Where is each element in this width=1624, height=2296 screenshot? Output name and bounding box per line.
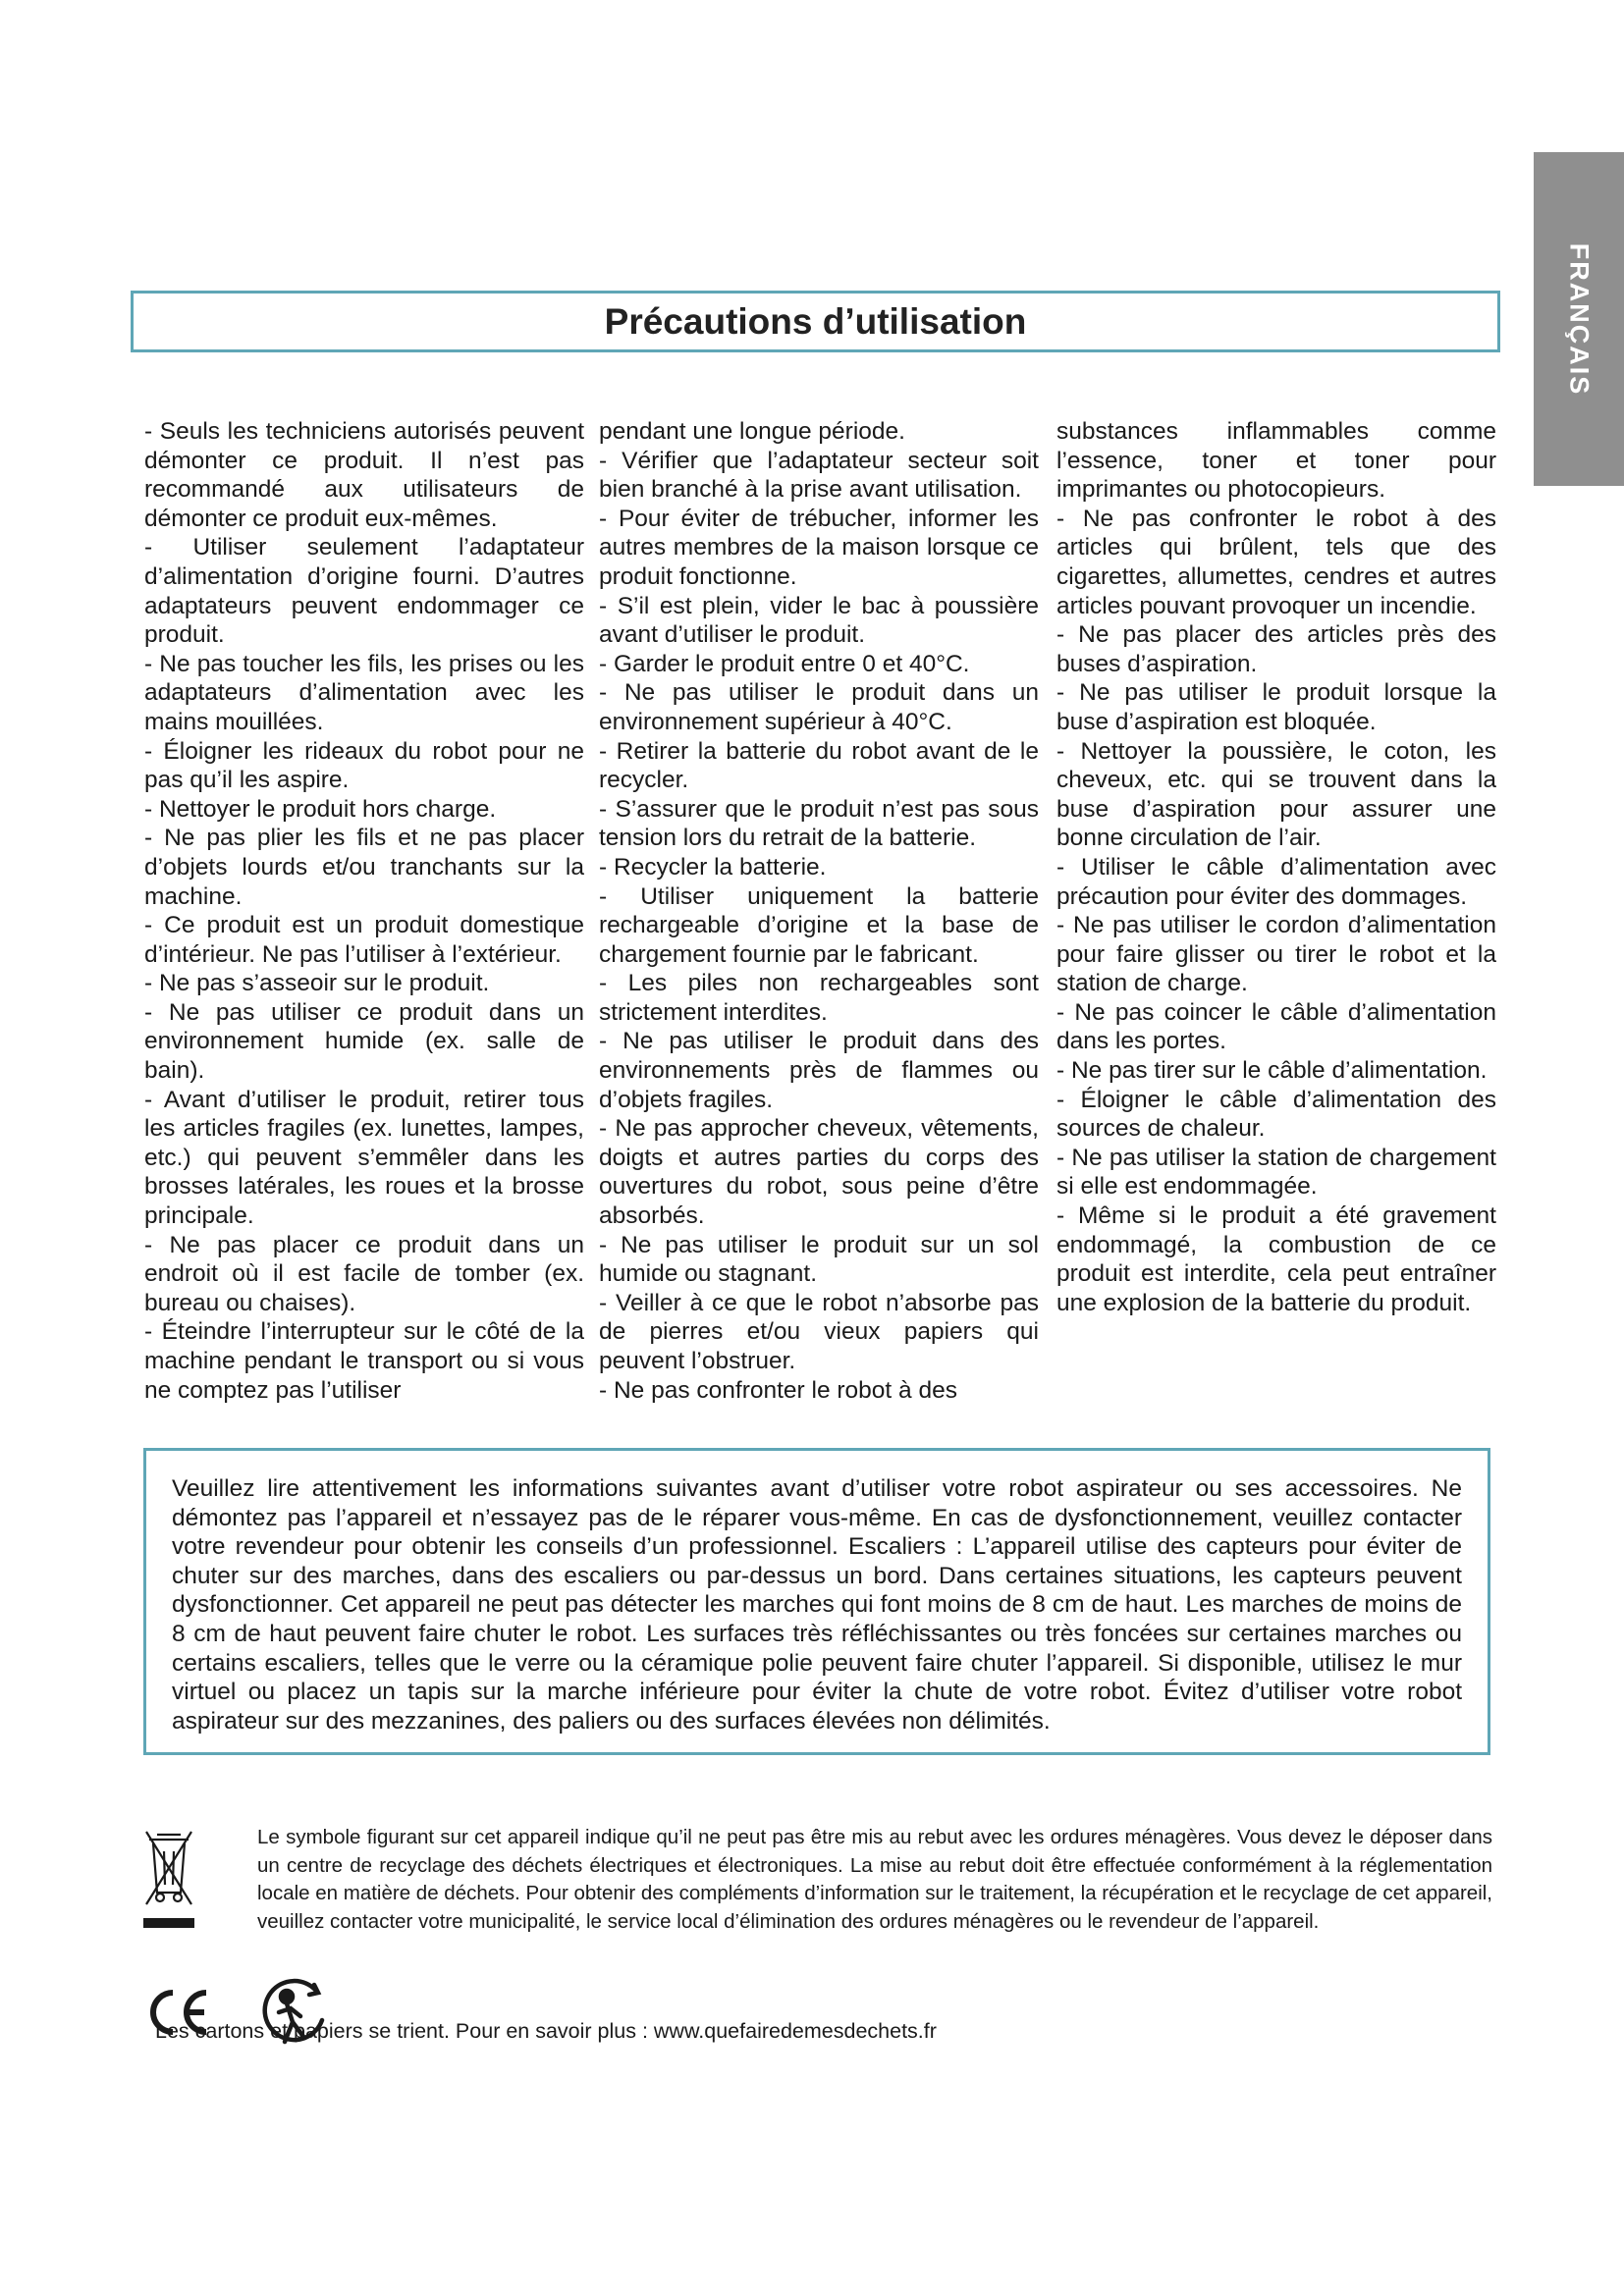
language-tab-label: FRANÇAIS bbox=[1564, 242, 1595, 396]
precaution-item: - Les piles non rechargeables sont strictement interdites. bbox=[599, 970, 1039, 1026]
precaution-item: - Ne pas utiliser le produit lorsque la buse d’aspiration est bloquée. bbox=[1056, 679, 1496, 735]
sorting-info-text: Les cartons et papiers se trient. Pour en savoir plus : www.quefairedemesdechets.fr bbox=[155, 2019, 937, 2043]
precaution-item: - Utiliser uniquement la batterie rechargeable d’origine et la base de chargement fournie par le fabricant. bbox=[599, 882, 1039, 968]
precaution-item: - Utiliser le câble d’alimentation avec précaution pour éviter des dommages. bbox=[1056, 853, 1496, 910]
precaution-item: - Ce produit est un produit domestique d’intérieur. Ne pas l’utiliser à l’extérieur. bbox=[144, 912, 584, 968]
precaution-item: - Veiller à ce que le robot n’absorbe pas de pierres et/ou vieux papiers qui peuvent l’obstruer. bbox=[599, 1289, 1039, 1374]
weee-bin-icon bbox=[143, 1828, 194, 1936]
precaution-item: - Ne pas utiliser le cordon d’alimentation pour faire glisser ou tirer le robot et la station de charge. bbox=[1056, 912, 1496, 997]
precaution-item: - Ne pas placer ce produit dans un endroit où il est facile de tomber (ex. bureau ou chaises). bbox=[144, 1231, 584, 1316]
precaution-item: - Seuls les techniciens autorisés peuvent démonter ce produit. Il n’est pas recommandé aux utilisateurs de démonter ce produit eux-mêmes. bbox=[144, 418, 584, 532]
precautions-columns bbox=[144, 417, 1499, 1418]
precautions-column-1 bbox=[144, 417, 584, 1405]
precaution-item: - Retirer la batterie du robot avant de le recycler. bbox=[599, 737, 1039, 794]
precaution-item: - Ne pas plier les fils et ne pas placer d’objets lourds et/ou tranchants sur la machine. bbox=[144, 825, 584, 910]
stairs-notice-text: Veuillez lire attentivement les informations suivantes avant d’utiliser votre robot aspirateur ou ses accessoires. Ne démontez pas l’appareil et n’essayez pas de le réparer vous-même. En cas de dysfonctionnement, veuillez contacter votre revendeur pour obtenir les conseils d’un professionnel. Escaliers : L’appareil utilise des capteurs pour éviter de chuter sur des marches, dans des escaliers ou par-dessus un bord. Dans certaines situations, les capteurs peuvent dysfonctionner. Cet appareil ne peut pas détecter les marches qui font moins de 8 cm de haut. Les marches de moins de 8 cm de haut peuvent faire chuter le robot. Les surfaces très réfléchissantes ou très foncées sur certaines marches ou certains escaliers, telles que le verre ou la céramique polie peuvent faire chuter l’appareil. Si disponible, utilisez le mur virtuel ou placez un tapis sur la marche inférieure pour éviter la chute de votre robot. Évitez d’utiliser votre robot aspirateur sur des mezzanines, des paliers ou des surfaces élevées non délimités. bbox=[172, 1475, 1462, 1735]
precaution-item: - Pour éviter de trébucher, informer les autres membres de la maison lorsque ce produit fonctionne. bbox=[599, 505, 1039, 590]
precaution-item: - Recycler la batterie. bbox=[599, 853, 827, 881]
precaution-item: - Ne pas coincer le câble d’alimentation dans les portes. bbox=[1056, 998, 1496, 1055]
precaution-item: - Ne pas utiliser le produit dans des environnements près de flammes ou d’objets fragiles. bbox=[599, 1028, 1039, 1113]
page-title: Précautions d’utilisation bbox=[604, 300, 1027, 342]
weee-disposal-text-block bbox=[257, 1824, 1492, 1936]
language-tab bbox=[1534, 152, 1624, 486]
precaution-item: - Avant d’utiliser le produit, retirer tous les articles fragiles (ex. lunettes, lampes, etc.) qui peuvent s’emmêler dans les brosses latérales, les roues et la brosse principale. bbox=[144, 1086, 584, 1230]
stairs-notice-box bbox=[143, 1448, 1490, 1755]
precaution-item: - Ne pas approcher cheveux, vêtements, doigts et autres parties du corps des ouvertures du robot, sous peine d’être absorbés. bbox=[599, 1115, 1039, 1230]
weee-disposal-text: Le symbole figurant sur cet appareil indique qu’il ne peut pas être mis au rebut avec les ordures ménagères. Vous devez le déposer dans un centre de recyclage des déchets électriques et électroniques. La mise au rebut doit être effectuée conformément à la réglementation locale en matière de déchets. Pour obtenir des compléments d’information sur le traitement, la récupération et le recyclage de cet appareil, veuillez contacter votre municipalité, le service local d’élimination des ordures ménagères ou le revendeur de l’appareil. bbox=[257, 1826, 1493, 1933]
precaution-item: - Nettoyer le produit hors charge. bbox=[144, 795, 497, 823]
precaution-item: substances inflammables comme l’essence, toner et toner pour imprimantes ou photocopieurs. bbox=[1056, 418, 1496, 504]
precaution-item: - Ne pas utiliser la station de chargement si elle est endommagée. bbox=[1056, 1144, 1496, 1201]
precaution-item: - Éloigner le câble d’alimentation des sources de chaleur. bbox=[1056, 1086, 1496, 1143]
precaution-item: - Vérifier que l’adaptateur secteur soit bien branché à la prise avant utilisation. bbox=[599, 447, 1039, 504]
title-frame bbox=[131, 291, 1500, 352]
precaution-item: - Nettoyer la poussière, le coton, les cheveux, etc. qui se trouvent dans la buse d’aspiration pour assurer une bonne circulation de l’air. bbox=[1056, 737, 1496, 852]
precaution-item: - Ne pas toucher les fils, les prises ou les adaptateurs d’alimentation avec les mains mouillées. bbox=[144, 650, 584, 735]
precaution-item: - Ne pas placer des articles près des buses d’aspiration. bbox=[1056, 621, 1496, 677]
precaution-item: - Garder le produit entre 0 et 40°C. bbox=[599, 650, 970, 677]
precaution-item: - S’assurer que le produit n’est pas sous tension lors du retrait de la batterie. bbox=[599, 795, 1039, 852]
precaution-item: - Utiliser seulement l’adaptateur d’alimentation d’origine fourni. D’autres adaptateurs peuvent endommager ce produit. bbox=[144, 534, 584, 649]
precaution-item: - Ne pas s’asseoir sur le produit. bbox=[144, 970, 490, 997]
precautions-column-2 bbox=[599, 417, 1039, 1405]
precaution-item: - Ne pas utiliser ce produit dans un environnement humide (ex. salle de bain). bbox=[144, 998, 584, 1085]
precaution-item: - Éteindre l’interrupteur sur le côté de la machine pendant le transport ou si vous ne comptez pas l’utiliser bbox=[144, 1318, 584, 1404]
precaution-item: - Ne pas utiliser le produit dans un environnement supérieur à 40°C. bbox=[599, 679, 1039, 735]
precaution-item: pendant une longue période. bbox=[599, 418, 905, 445]
precaution-item: - Ne pas tirer sur le câble d’alimentation. bbox=[1056, 1057, 1488, 1085]
precaution-item: - S’il est plein, vider le bac à poussière avant d’utiliser le produit. bbox=[599, 592, 1039, 649]
precaution-item: - Même si le produit a été gravement endommagé, la combustion de ce produit est interdite, cela peut entraîner une explosion de la batterie du produit. bbox=[1056, 1202, 1496, 1316]
precaution-item: - Ne pas confronter le robot à des articles qui brûlent, tels que des cigarettes, allumettes, cendres et autres articles pouvant provoquer un incendie. bbox=[1056, 505, 1496, 619]
precaution-item: - Ne pas confronter le robot à des bbox=[599, 1376, 957, 1404]
precaution-item: - Ne pas utiliser le produit sur un sol humide ou stagnant. bbox=[599, 1231, 1039, 1288]
precautions-column-3 bbox=[1056, 417, 1496, 1317]
precaution-item: - Éloigner les rideaux du robot pour ne pas qu’il les aspire. bbox=[144, 737, 584, 794]
